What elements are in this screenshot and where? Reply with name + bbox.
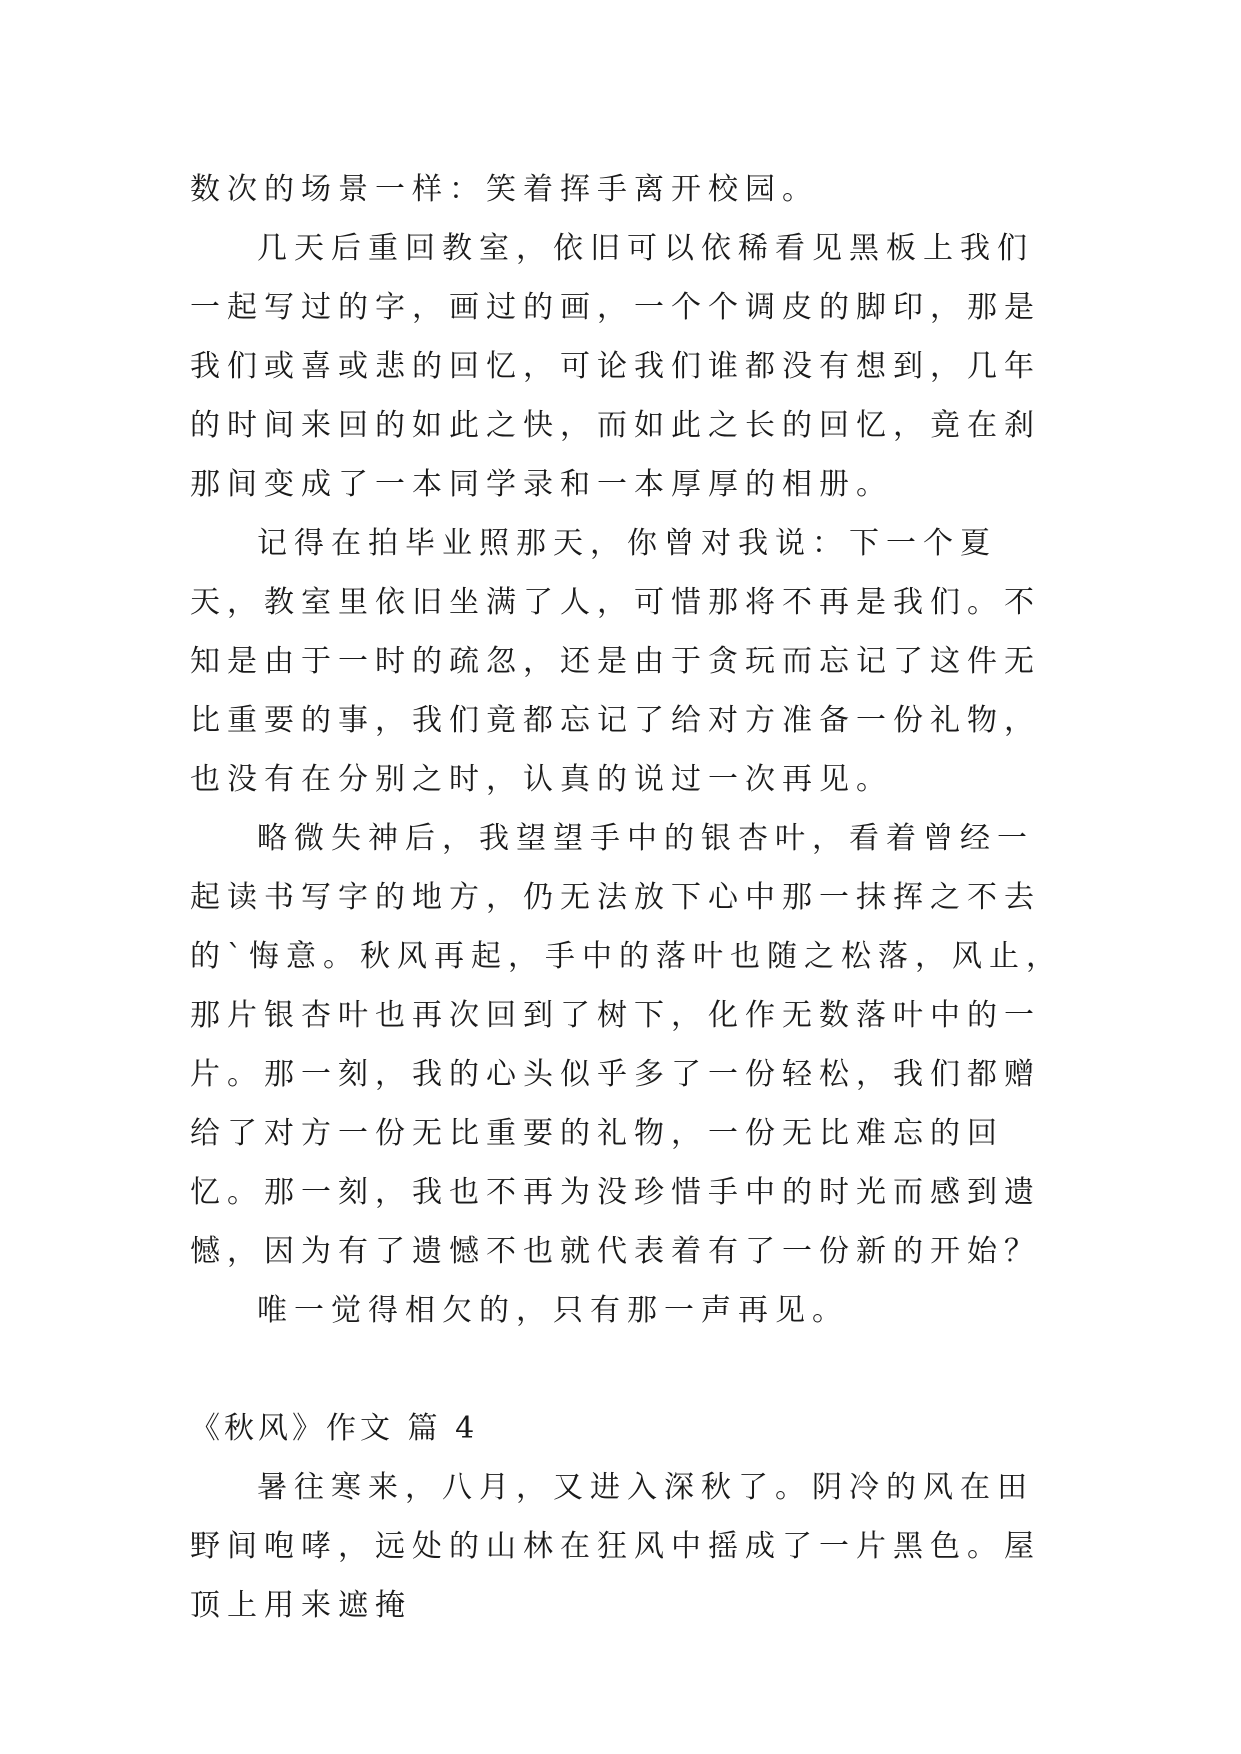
text-column (190, 160, 1070, 1635)
section-paragraph-1: 暑往寒来，八月，又进入深秋了。阴冷的风在田野间咆哮，远处的山林在狂风中摇成了一片黑色。屋顶上用来遮掩 (190, 1470, 1041, 1623)
paragraph-5: 唯一觉得相欠的，只有那一声再见。 (257, 1293, 849, 1328)
paragraph-3: 记得在拍毕业照那天，你曾对我说：下一个夏天，教室里依旧坐满了人，可惜那将不再是我们。不知是由于一时的疏忽，还是由于贪玩而忘记了这件无比重要的事，我们竟都忘记了给对方准备一份礼物，也没有在分别之时，认真的说过一次再见。 (190, 526, 1041, 797)
paragraph-1: 数次的场景一样：笑着挥手离开校园。 (190, 172, 819, 207)
paragraph-2: 几天后重回教室，依旧可以依稀看见黑板上我们一起写过的字，画过的画，一个个调皮的脚印，那是我们或喜或悲的回忆，可论我们谁都没有想到，几年的时间来回的如此之快，而如此之长的回忆，竟在刹那间变成了一本同学录和一本厚厚的相册。 (190, 231, 1041, 502)
section-title: 《秋风》作文 篇 4 (190, 1411, 479, 1446)
paragraph-4: 略微失神后，我望望手中的银杏叶，看着曾经一起读书写字的地方，仍无法放下心中那一抹挥之不去的`悔意。秋风再起，手中的落叶也随之松落，风止，那片银杏叶也再次回到了树下，化作无数落叶中的一片。那一刻，我的心头似乎多了一份轻松，我们都赠给了对方一份无比重要的礼物，一份无比难忘的回忆。那一刻，我也不再为没珍惜手中的时光而感到遗憾，因为有了遗憾不也就代表着有了一份新的开始？ (190, 821, 1063, 1269)
